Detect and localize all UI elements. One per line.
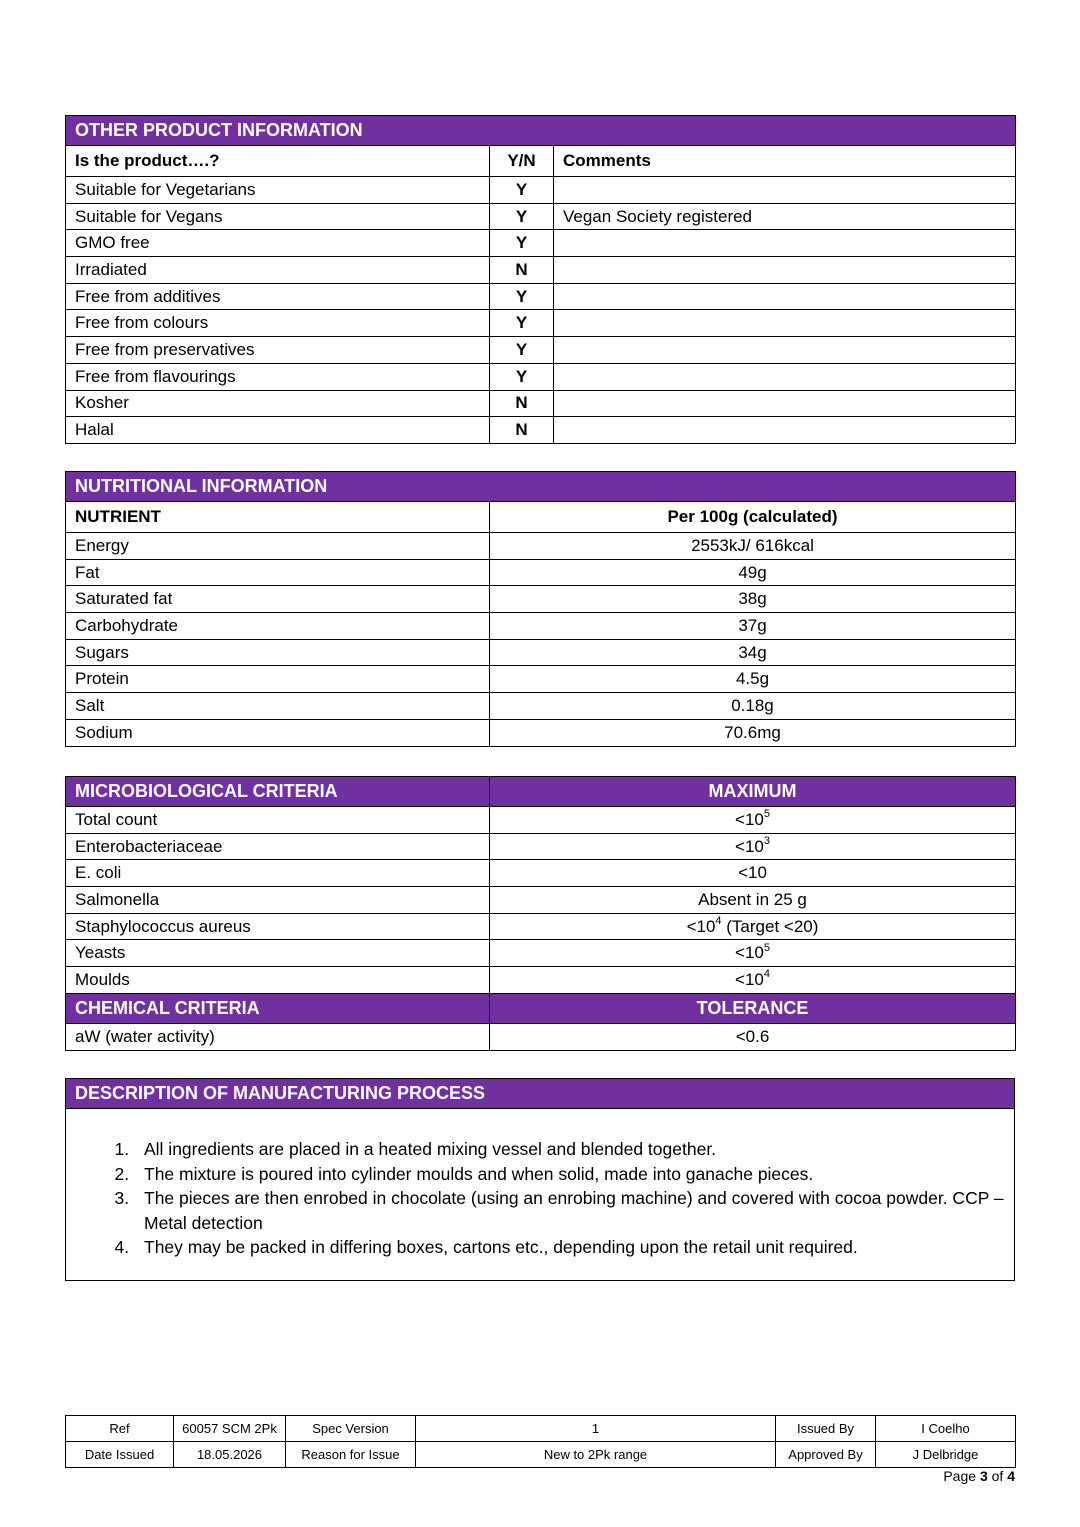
table-row bbox=[66, 940, 1016, 967]
micro-value-suffix: (Target <20) bbox=[721, 916, 819, 936]
page-number bbox=[700, 1468, 1015, 1484]
row-comment bbox=[554, 310, 1016, 337]
row-yn: N bbox=[490, 417, 554, 444]
row-comment bbox=[554, 283, 1016, 310]
micro-label: Staphylococcus aureus bbox=[66, 913, 490, 940]
micro-value-base: <10 bbox=[735, 969, 764, 989]
manufacturing-process-table bbox=[65, 1078, 1015, 1281]
table-row bbox=[66, 1023, 1016, 1050]
micro-value-exponent: 5 bbox=[763, 808, 770, 821]
micro-label: Yeasts bbox=[66, 940, 490, 967]
row-label: Free from colours bbox=[66, 310, 490, 337]
table-row bbox=[66, 913, 1016, 940]
row-yn: Y bbox=[490, 363, 554, 390]
micro-value-exponent: 3 bbox=[763, 834, 770, 847]
process-step: 2. The mixture is poured into cylinder moulds and when solid, made into ganache pieces. bbox=[134, 1162, 1014, 1187]
ref-value: 60057 SCM 2Pk bbox=[174, 1416, 286, 1442]
table-row bbox=[66, 337, 1016, 364]
row-comment bbox=[554, 337, 1016, 364]
micro-value-base: <10 bbox=[735, 836, 764, 856]
date-issued-value: 18.05.2026 bbox=[174, 1442, 286, 1468]
micro-value-base: Absent in 25 g bbox=[698, 889, 807, 909]
nutrient-value: 34g bbox=[490, 639, 1016, 666]
table-row bbox=[66, 613, 1016, 640]
table-row bbox=[66, 533, 1016, 560]
micro-value bbox=[490, 860, 1016, 887]
row-comment bbox=[554, 177, 1016, 204]
micro-value-exponent: 4 bbox=[763, 968, 770, 981]
row-yn: N bbox=[490, 257, 554, 284]
approved-by-value: J Delbridge bbox=[876, 1442, 1016, 1468]
row-yn: Y bbox=[490, 310, 554, 337]
col-comments-header: Comments bbox=[554, 146, 1016, 177]
row-label: Free from preservatives bbox=[66, 337, 490, 364]
page-current: 3 bbox=[979, 1468, 988, 1484]
row-label: Halal bbox=[66, 417, 490, 444]
page-total: 4 bbox=[1007, 1468, 1015, 1484]
table-row bbox=[66, 693, 1016, 720]
nutrient-value: 70.6mg bbox=[490, 719, 1016, 746]
issued-by-label: Issued By bbox=[776, 1416, 876, 1442]
row-yn: Y bbox=[490, 283, 554, 310]
process-step: 3. The pieces are then enrobed in chocolate (using an enrobing machine) and covered with cocoa powder. CCP – Metal detection bbox=[134, 1186, 1014, 1235]
table-row bbox=[66, 719, 1016, 746]
row-label: Kosher bbox=[66, 390, 490, 417]
chemical-title: CHEMICAL CRITERIA bbox=[66, 993, 490, 1023]
table-row bbox=[66, 666, 1016, 693]
row-yn: Y bbox=[490, 337, 554, 364]
ref-label: Ref bbox=[66, 1416, 174, 1442]
table-row bbox=[66, 230, 1016, 257]
nutrient-label: Carbohydrate bbox=[66, 613, 490, 640]
process-step: 4. They may be packed in differing boxes, cartons etc., depending upon the retail unit required. bbox=[134, 1235, 1014, 1260]
process-step: 1. All ingredients are placed in a heated mixing vessel and blended together. bbox=[134, 1137, 1014, 1162]
process-title: DESCRIPTION OF MANUFACTURING PROCESS bbox=[66, 1079, 1015, 1109]
micro-value-base: <10 bbox=[686, 916, 716, 936]
nutrient-value: 0.18g bbox=[490, 693, 1016, 720]
micro-value bbox=[490, 967, 1016, 994]
row-comment bbox=[554, 417, 1016, 444]
micro-value bbox=[490, 940, 1016, 967]
other-product-information-table bbox=[65, 115, 1016, 444]
row-comment bbox=[554, 230, 1016, 257]
micro-title: MICROBIOLOGICAL CRITERIA bbox=[66, 777, 490, 807]
row-yn: N bbox=[490, 390, 554, 417]
table-row bbox=[66, 807, 1016, 834]
table-row bbox=[66, 283, 1016, 310]
table-row bbox=[66, 833, 1016, 860]
col-max-header: MAXIMUM bbox=[490, 777, 1016, 807]
micro-value-exponent: 4 bbox=[715, 914, 722, 927]
page-word: Page bbox=[943, 1468, 977, 1484]
table-row bbox=[66, 887, 1016, 914]
nutrient-label: Protein bbox=[66, 666, 490, 693]
table-row bbox=[66, 639, 1016, 666]
row-label: Irradiated bbox=[66, 257, 490, 284]
col-question-header: Is the product….? bbox=[66, 146, 490, 177]
nutrient-label: Saturated fat bbox=[66, 586, 490, 613]
micro-value bbox=[490, 913, 1016, 940]
approved-by-label: Approved By bbox=[776, 1442, 876, 1468]
chemical-value: <0.6 bbox=[490, 1023, 1016, 1050]
nutrient-value: 49g bbox=[490, 559, 1016, 586]
table-row bbox=[66, 203, 1016, 230]
other-info-title: OTHER PRODUCT INFORMATION bbox=[66, 116, 1016, 146]
micro-value bbox=[490, 807, 1016, 834]
table-row bbox=[66, 860, 1016, 887]
micro-value-base: <10 bbox=[738, 863, 767, 883]
row-yn: Y bbox=[490, 203, 554, 230]
micro-value-base: <10 bbox=[735, 943, 764, 963]
micro-label: Enterobacteriaceae bbox=[66, 833, 490, 860]
micro-label: Total count bbox=[66, 807, 490, 834]
document-footer-table bbox=[65, 1415, 1016, 1468]
row-comment: Vegan Society registered bbox=[554, 203, 1016, 230]
row-label: Free from flavourings bbox=[66, 363, 490, 390]
col-tolerance-header: TOLERANCE bbox=[490, 993, 1016, 1023]
micro-value-exponent: 5 bbox=[763, 941, 770, 954]
issued-by-value: I Coelho bbox=[876, 1416, 1016, 1442]
table-row bbox=[66, 586, 1016, 613]
row-comment bbox=[554, 257, 1016, 284]
col-nutrient-header: NUTRIENT bbox=[66, 502, 490, 533]
reason-label: Reason for Issue bbox=[286, 1442, 416, 1468]
nutrient-label: Sodium bbox=[66, 719, 490, 746]
micro-value bbox=[490, 833, 1016, 860]
row-label: Free from additives bbox=[66, 283, 490, 310]
table-row bbox=[66, 310, 1016, 337]
row-label: Suitable for Vegetarians bbox=[66, 177, 490, 204]
micro-label: Moulds bbox=[66, 967, 490, 994]
table-row bbox=[66, 967, 1016, 994]
row-label: Suitable for Vegans bbox=[66, 203, 490, 230]
micro-label: E. coli bbox=[66, 860, 490, 887]
microbiological-criteria-table bbox=[65, 776, 1016, 1051]
nutrient-label: Fat bbox=[66, 559, 490, 586]
table-row bbox=[66, 177, 1016, 204]
row-comment bbox=[554, 363, 1016, 390]
table-row bbox=[66, 559, 1016, 586]
col-per100-header: Per 100g (calculated) bbox=[490, 502, 1016, 533]
row-yn: Y bbox=[490, 230, 554, 257]
micro-value bbox=[490, 887, 1016, 914]
nutrient-label: Energy bbox=[66, 533, 490, 560]
table-row bbox=[66, 257, 1016, 284]
nutrient-value: 2553kJ/ 616kcal bbox=[490, 533, 1016, 560]
table-row bbox=[66, 363, 1016, 390]
row-yn: Y bbox=[490, 177, 554, 204]
nutrient-label: Sugars bbox=[66, 639, 490, 666]
page-of: of bbox=[991, 1468, 1004, 1484]
row-comment bbox=[554, 390, 1016, 417]
nutrient-value: 38g bbox=[490, 586, 1016, 613]
nutrient-value: 37g bbox=[490, 613, 1016, 640]
process-steps-list bbox=[134, 1137, 1014, 1260]
micro-value-base: <10 bbox=[735, 809, 764, 829]
row-label: GMO free bbox=[66, 230, 490, 257]
micro-label: Salmonella bbox=[66, 887, 490, 914]
chemical-label: aW (water activity) bbox=[66, 1023, 490, 1050]
nutrient-label: Salt bbox=[66, 693, 490, 720]
reason-value: New to 2Pk range bbox=[416, 1442, 776, 1468]
nutrition-title: NUTRITIONAL INFORMATION bbox=[66, 472, 1016, 502]
nutrient-value: 4.5g bbox=[490, 666, 1016, 693]
col-yn-header: Y/N bbox=[490, 146, 554, 177]
table-row bbox=[66, 417, 1016, 444]
spec-version-value: 1 bbox=[416, 1416, 776, 1442]
nutritional-information-table bbox=[65, 471, 1016, 747]
date-issued-label: Date Issued bbox=[66, 1442, 174, 1468]
table-row bbox=[66, 390, 1016, 417]
spec-version-label: Spec Version bbox=[286, 1416, 416, 1442]
